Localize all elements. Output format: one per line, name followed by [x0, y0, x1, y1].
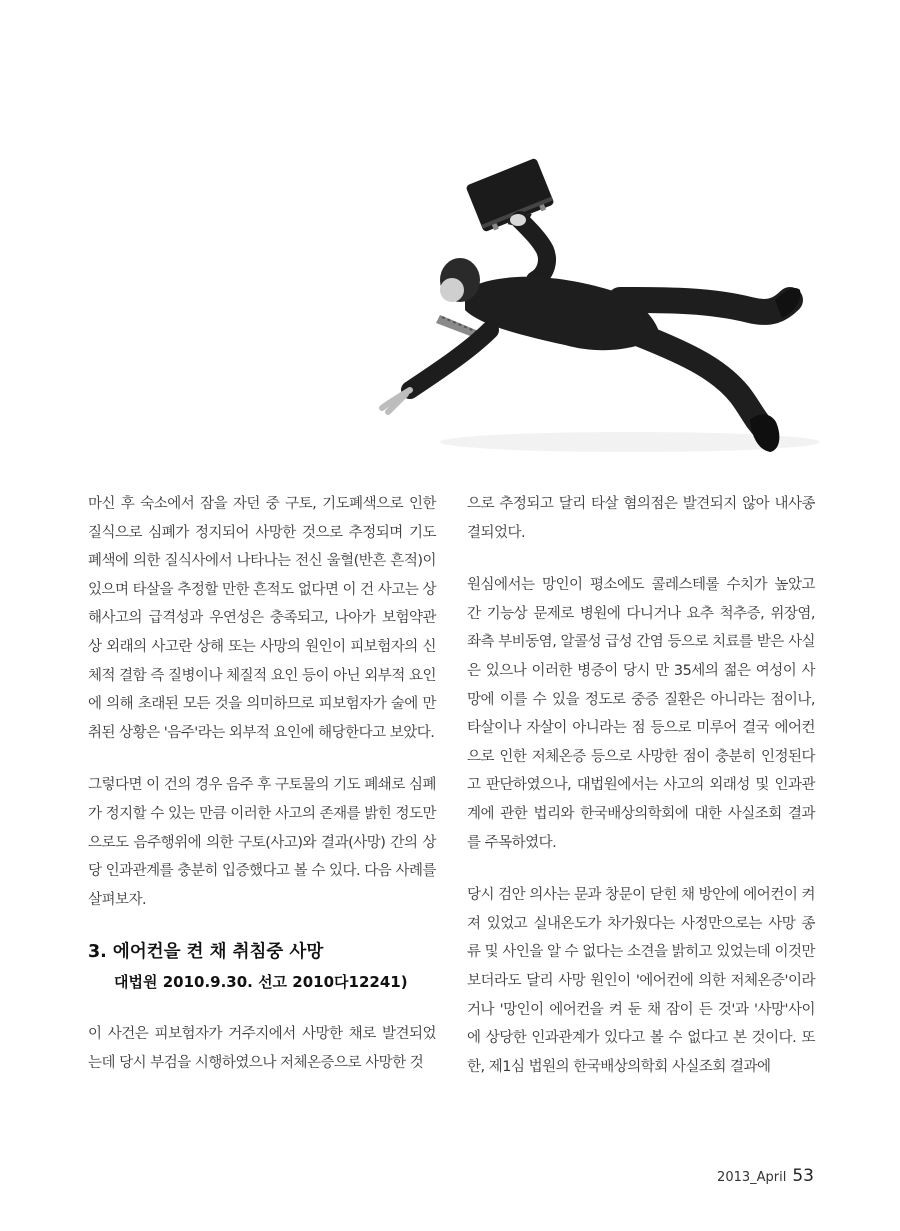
page-number: 53 [792, 1166, 814, 1186]
issue-label: 2013_April [717, 1170, 787, 1185]
body-paragraph: 원심에서는 망인이 평소에도 콜레스테롤 수치가 높았고 간 기능상 문제로 병원에 다니거나 요추 척추증, 위장염, 좌측 부비동염, 알콜성 급성 간염 등으로 치료를 받은 사실은 있으나 이러한 병증이 당시 만 35세의 젊은 여성이 사망에 이를 수 있을 정도로 중증 질환은 아니라는 점이나, 타살이나 자살이 아니라는 점 등으로 미루어 결국 에어컨으로 인한 저체온증 등으로 사망한 점이 충분히 인정된다고 판단하였으나, 대법원에서는 사고의 외래성 및 인과관계에 관한 법리와 한국배상의학회에 대한 사실조회 결과를 주목하였다. [467, 577, 815, 851]
body-paragraph: 이 사건은 피보험자가 거주지에서 사망한 채로 발견되었는데 당시 부검을 시행하였으나 저체온증으로 사망한 것 [88, 1026, 436, 1071]
left-column [88, 490, 436, 1102]
body-paragraph: 마신 후 숙소에서 잠을 자던 중 구토, 기도폐색으로 인한 질식으로 심폐가 정지되어 사망한 것으로 추정되며 기도폐색에 의한 질식사에서 나타나는 전신 울혈(반흔 흔적)이 있으며 타살을 추정할 만한 흔적도 없다면 이 건 사고는 상해사고의 급격성과 우연성은 충족되고, 나아가 보험약관상 외래의 사고란 상해 또는 사망의 원인이 피보험자의 신체적 결함 즉 질병이나 체질적 요인 등이 아닌 외부적 요인에 의해 초래된 모든 것을 의미하므로 피보험자가 술에 만취된 상황은 '음주'라는 외부적 요인에 해당한다고 보았다. [88, 496, 436, 741]
right-column [467, 490, 815, 1105]
section-heading: 3. 에어컨을 켠 채 취침중 사망 [88, 942, 324, 963]
page-footer [717, 1166, 814, 1186]
body-paragraph: 으로 추정되고 달리 타살 혐의점은 발견되지 않아 내사종결되었다. [467, 496, 815, 541]
falling-businessman-illustration [370, 150, 850, 470]
body-paragraph: 그렇다면 이 건의 경우 음주 후 구토물의 기도 폐쇄로 심폐가 정지할 수 있는 만큼 이러한 사고의 존재를 밝힌 정도만으로도 음주행위에 의한 구토(사고)와 결과(사망) 간의 상당 인과관계를 충분히 입증했다고 볼 수 있다. 다음 사례를 살펴보자. [88, 777, 436, 908]
case-citation: 대법원 2010.9.30. 선고 2010다12241) [114, 973, 408, 992]
body-paragraph: 당시 검안 의사는 문과 창문이 닫힌 채 방안에 에어컨이 켜져 있었고 실내온도가 차가웠다는 사정만으로는 사망 종류 및 사인을 알 수 없다는 소견을 밝히고 있었는데 이것만 보더라도 달리 사망 원인이 '에어컨에 의한 저체온증'이라거나 '망인이 에어컨을 켜 둔 채 잠이 든 것'과 '사망'사이에 상당한 인과관계가 있다고 볼 수 없다고 본 것이다. 또한, 제1심 법원의 한국배상의학회 사실조회 결과에 [467, 887, 815, 1075]
